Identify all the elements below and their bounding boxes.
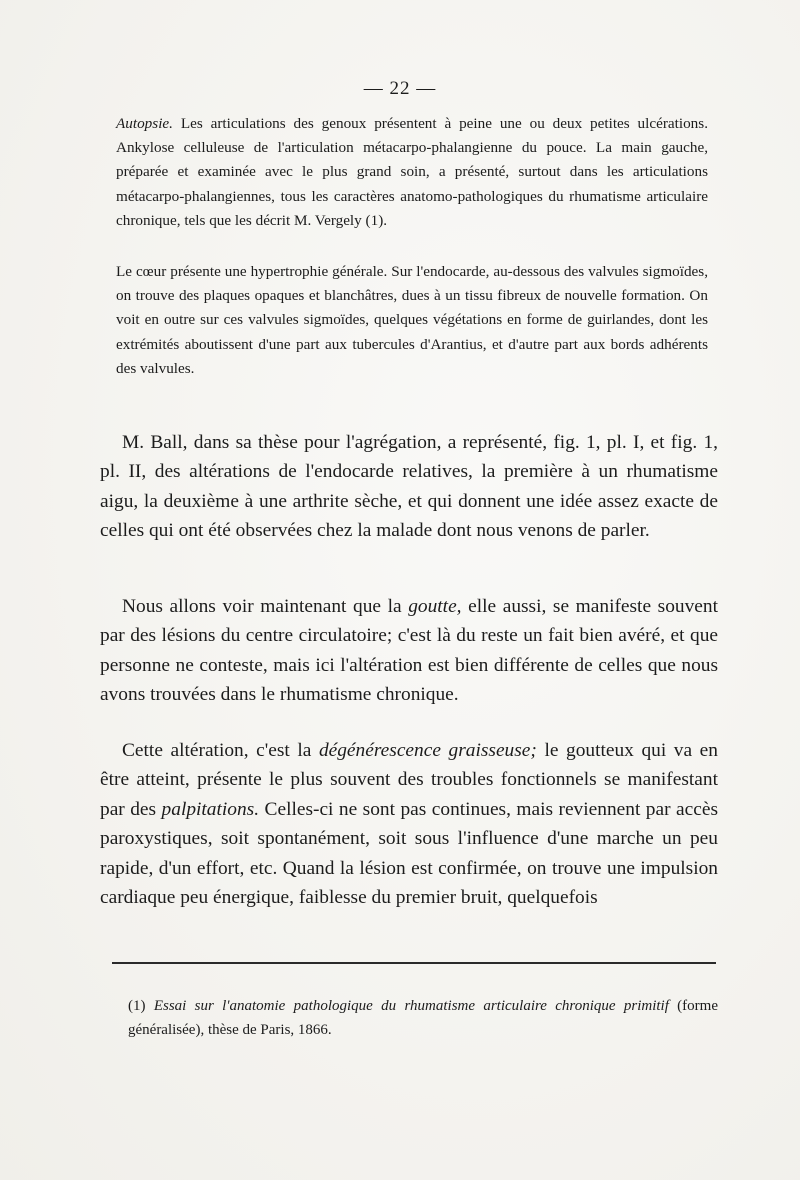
degeneration-italic-2: palpitations. [161,798,260,820]
footnote-after: (forme généralisée), thèse de Paris, 1866. [128,998,718,1038]
goutte-italic: goutte, [408,596,462,617]
degeneration-middle: le goutteux qui va en être atteint, présente le plus souvent des troubles fonctionnels se manifestant par des [100,740,718,820]
degeneration-before: Cette altération, c'est la [122,740,319,761]
degeneration-paragraph [100,736,718,912]
autopsy-body: Les articulations des genoux présentent à peine une ou deux petites ulcérations. Ankylose celluleuse de l'articulation métacarpo-phalangienne du pouce. La main gauche, préparée et examinée avec le plus grand soin, a présenté, surtout dans les articulations métacarpo-phalangiennes, tous les caractères anatomo-pathologiques du rhumatisme articulaire chronique, tels que les décrit M. Vergely (1). [116,115,708,229]
heart-paragraph [116,260,708,381]
goutte-text [100,592,718,710]
goutte-after: elle aussi, se manifeste souvent par des lésions du centre circulatoire; c'est là du reste un fait bien avéré, et que personne ne conteste, mais ici l'altération est bien différente de celles que nous avons trouvées dans le rhumatisme chronique. [100,596,718,706]
page-number: — 22 — [363,78,437,99]
degeneration-after: Celles-ci ne sont pas continues, mais reviennent par accès paroxystiques, soit spontanément, soit sous l'influence d'une marche un peu rapide, d'un effort, etc. Quand la lésion est confirmée, on trouve une impulsion cardiaque peu énergique, faiblesse du premier bruit, quelquefois [100,798,718,909]
footnote-text [128,994,718,1042]
goutte-paragraph [100,592,718,710]
ball-text: M. Ball, dans sa thèse pour l'agrégation, a représenté, fig. 1, pl. I, et fig. 1, pl. II, des altérations de l'endocarde relatives, la première à un rhumatisme aigu, la deuxième à une arthrite sèche, et qui donnent une idée assez exacte de celles qui ont été observées chez la malade dont nous venons de parler. [100,432,718,542]
ball-paragraph [100,428,718,546]
footnote-title: Essai sur l'anatomie pathologique du rhumatisme articulaire chronique primitif [145,998,669,1014]
footnote-marker: (1) [128,998,146,1014]
degeneration-italic-1: dégénérescence graisseuse; [318,740,537,761]
autopsy-paragraph [116,112,708,233]
footnote-rule [112,962,716,964]
autopsy-label: Autopsie. [116,115,173,132]
degeneration-text [100,736,718,912]
autopsy-text [116,112,708,233]
goutte-before: Nous allons voir maintenant que la [122,596,409,617]
heart-text: Le cœur présente une hypertrophie générale. Sur l'endocarde, au-dessous des valvules sigmoïdes, on trouve des plaques opaques et blanchâtres, dues à un tissu fibreux de nouvelle formation. On voit en outre sur ces valvules sigmoïdes, quelques végétations en forme de guirlandes, dont les extrémités aboutissent d'une part aux tubercules d'Arantius, et d'autre part aux bords adhérents des valvules. [116,263,708,377]
footnote [128,994,718,1042]
